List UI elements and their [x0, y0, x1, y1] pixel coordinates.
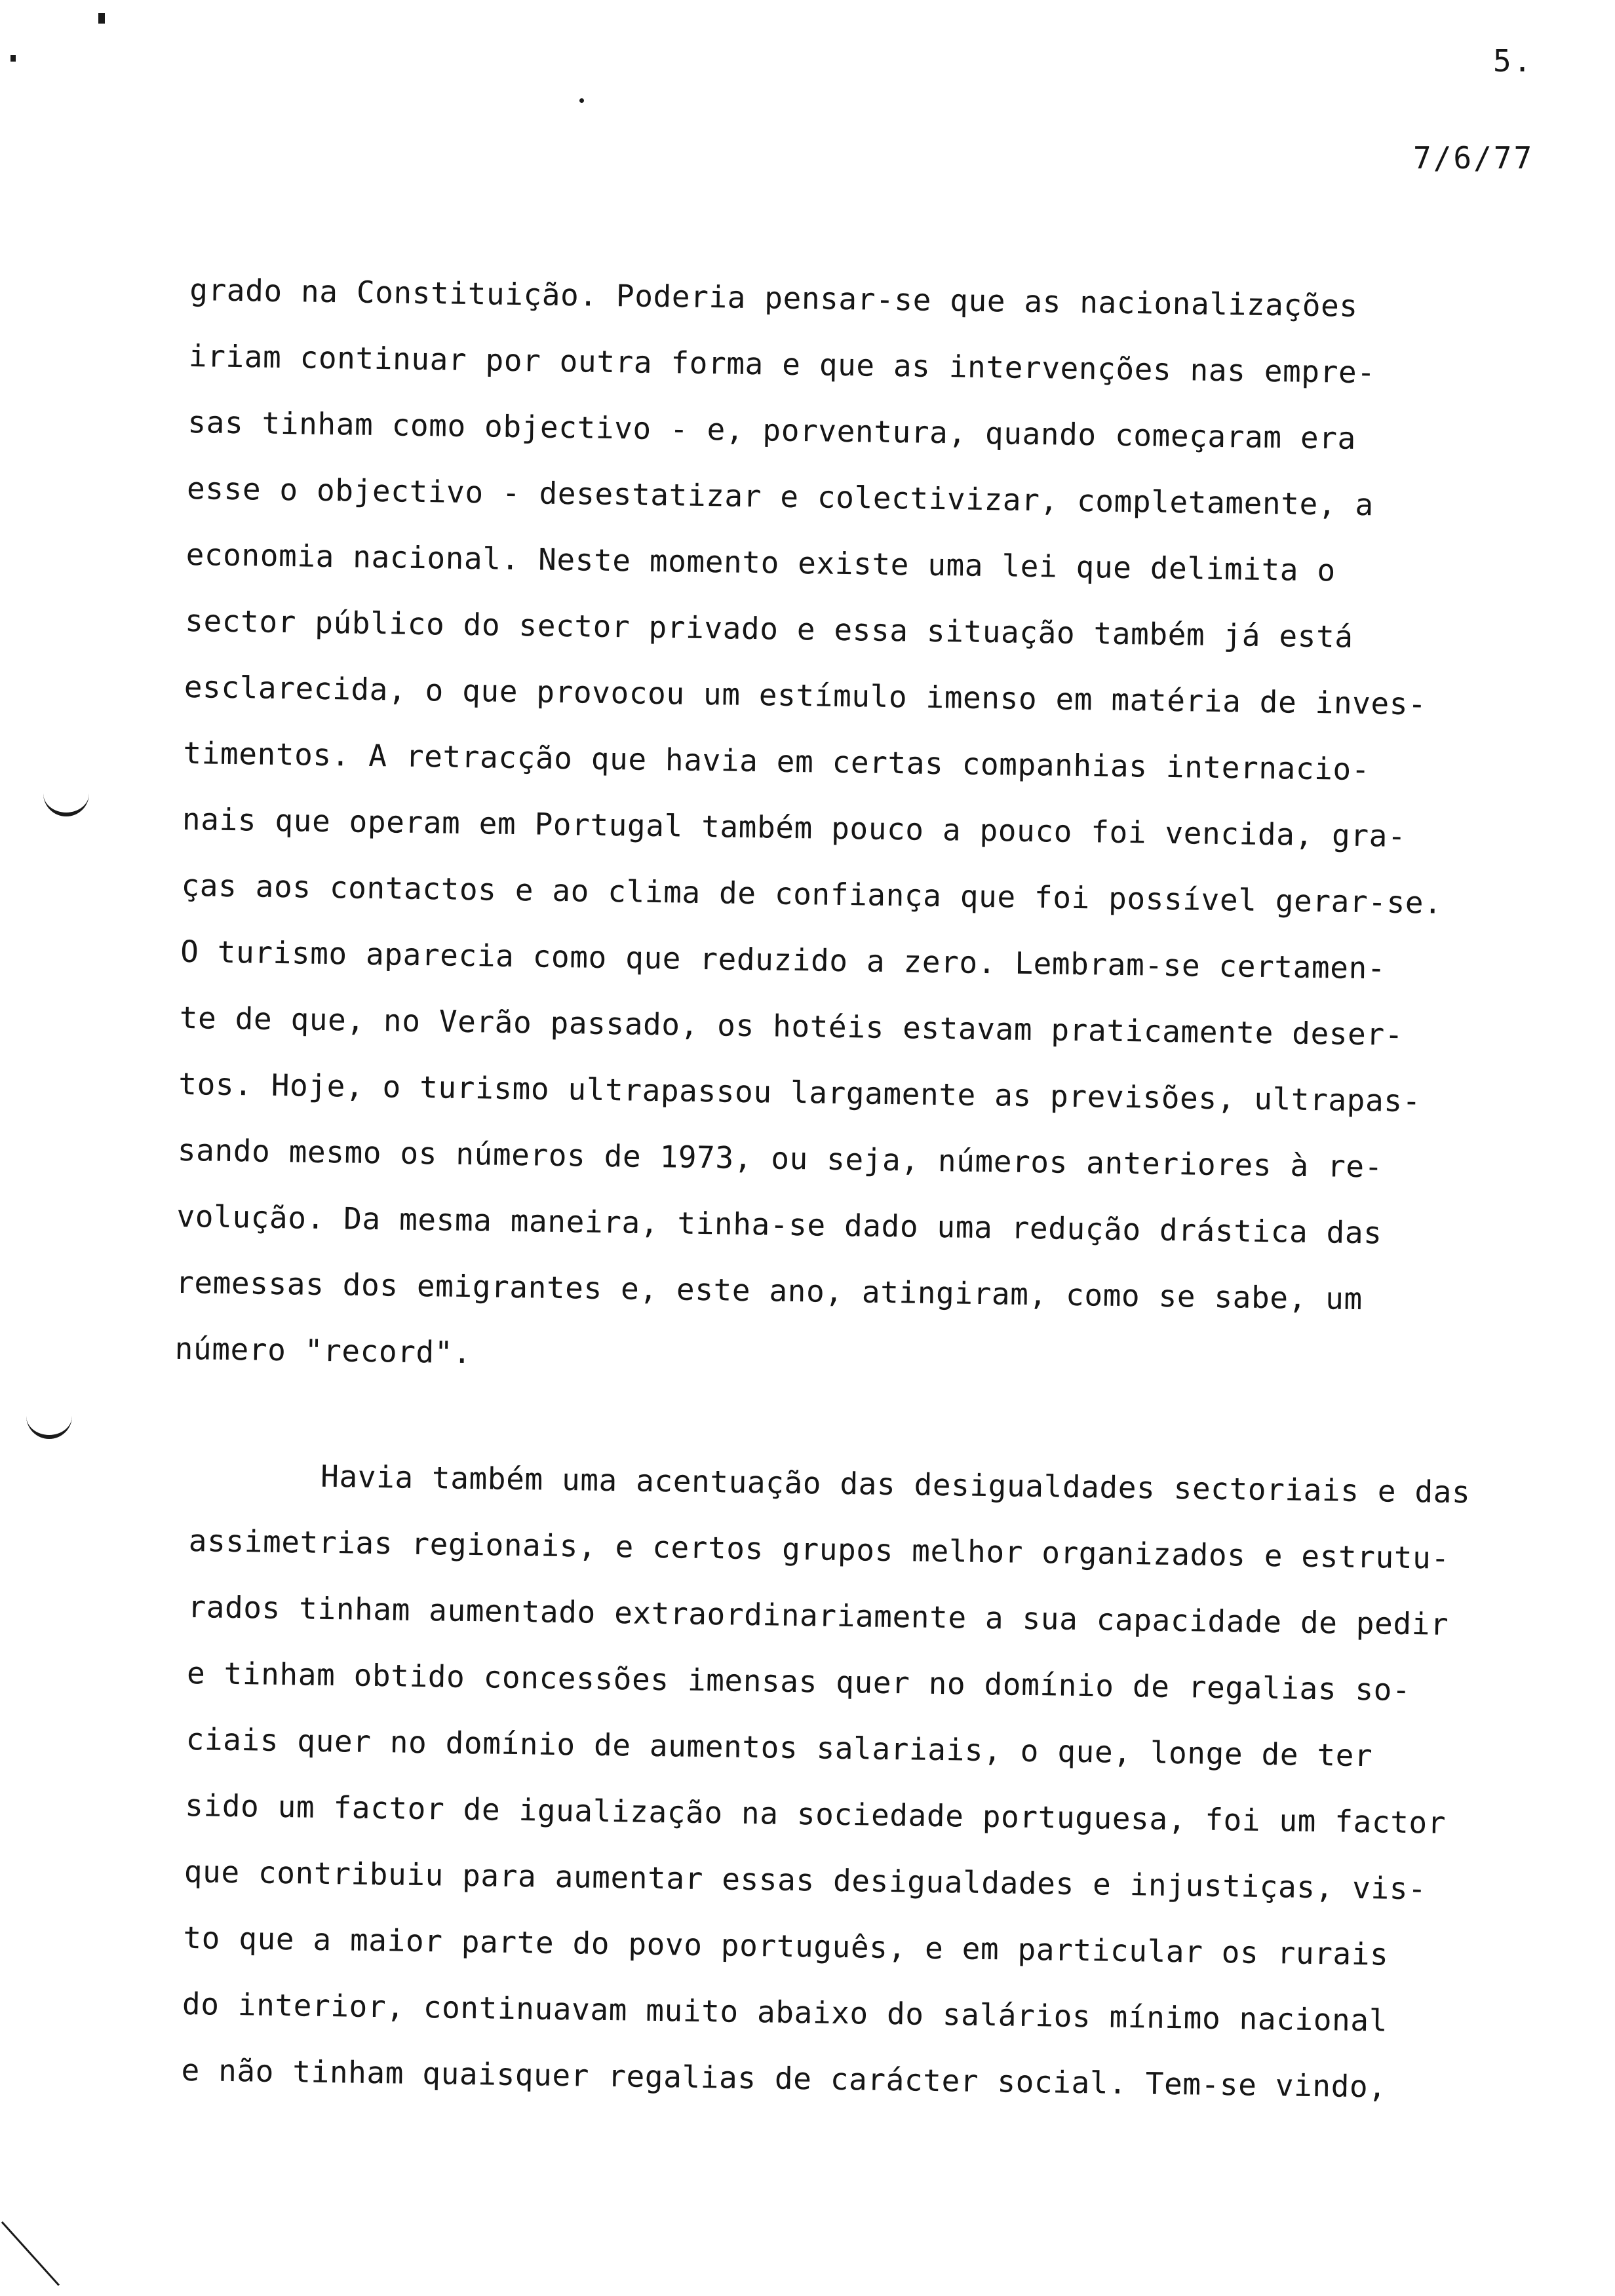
- scan-mark: [1, 2221, 60, 2286]
- punch-hole-mark: [43, 786, 89, 816]
- text-line: que contribuiu para aumentar essas desigualdades e injustiças, vis-: [184, 1853, 1427, 1907]
- text-line: número "record".: [174, 1330, 472, 1371]
- paragraph-2: [181, 1442, 1586, 2123]
- scan-mark: [579, 98, 584, 103]
- text-line: iriam continuar por outra forma e que as intervenções nas empre-: [188, 337, 1376, 391]
- text-line: tos. Hoje, o turismo ultrapassou largamente as previsões, ultrapas-: [178, 1065, 1422, 1119]
- text-line: assimetrias regionais, e certos grupos melhor organizados e estrutu-: [188, 1522, 1450, 1576]
- text-line: sas tinham como objectivo - e, porventura, quando começaram era: [187, 404, 1357, 456]
- text-line: do interior, continuavam muito abaixo do salários mínimo nacional: [182, 1985, 1388, 2038]
- page-number: 5.: [1493, 43, 1534, 79]
- text-line: timentos. A retracção que havia em certas companhias internacio-: [183, 735, 1371, 788]
- text-line: sector público do sector privado e essa situação também já está: [184, 602, 1354, 655]
- text-line: e tinham obtido concessões imensas quer no domínio de regalias so-: [186, 1655, 1411, 1708]
- text-line: sido um factor de igualização na sociedade portuguesa, foi um factor: [184, 1787, 1447, 1841]
- page-date: 7/6/77: [1413, 140, 1534, 176]
- text-line: sando mesmo os números de 1973, ou seja, números anteriores à re-: [177, 1132, 1384, 1185]
- text-line: economia nacional. Neste momento existe uma lei que delimita o: [185, 536, 1336, 588]
- text-line: rados tinham aumentado extraordinariamente a sua capacidade de pedir: [187, 1588, 1449, 1642]
- text-line: nais que operam em Portugal também pouco a pouco foi vencida, gra-: [182, 801, 1407, 854]
- paragraph-1: [174, 257, 1586, 1402]
- text-line: remessas dos emigrantes e, este ano, atingiram, como se sabe, um: [175, 1264, 1363, 1317]
- text-line: ciais quer no domínio de aumentos salariais, o que, longe de ter: [185, 1721, 1373, 1774]
- scan-mark: [10, 55, 16, 62]
- text-line: volução. Da mesma maneira, tinha-se dado uma redução drástica das: [176, 1198, 1382, 1251]
- text-line: esclarecida, o que provocou um estímulo imenso em matéria de inves-: [184, 668, 1427, 722]
- text-line: ças aos contactos e ao clima de confiança que foi possível gerar-se.: [181, 867, 1443, 921]
- text-line: te de que, no Verão passado, os hotéis estavam praticamente deser-: [179, 999, 1404, 1052]
- text-line: grado na Constituição. Poderia pensar-se que as nacionalizações: [189, 271, 1359, 324]
- text-line: O turismo aparecia como que reduzido a zero. Lembram-se certamen-: [180, 933, 1386, 986]
- scan-mark: [98, 13, 105, 24]
- text-line: to que a maior parte do povo português, e em particular os rurais: [183, 1919, 1389, 1972]
- text-line: e não tinham quaisquer regalias de carácter social. Tem-se vindo,: [181, 2052, 1387, 2105]
- punch-hole-mark: [26, 1409, 72, 1439]
- text-line: Havia também uma acentuação das desigualdades sectoriais e das: [320, 1458, 1471, 1510]
- text-line: esse o objectivo - desestatizar e colectivizar, completamente, a: [186, 470, 1374, 523]
